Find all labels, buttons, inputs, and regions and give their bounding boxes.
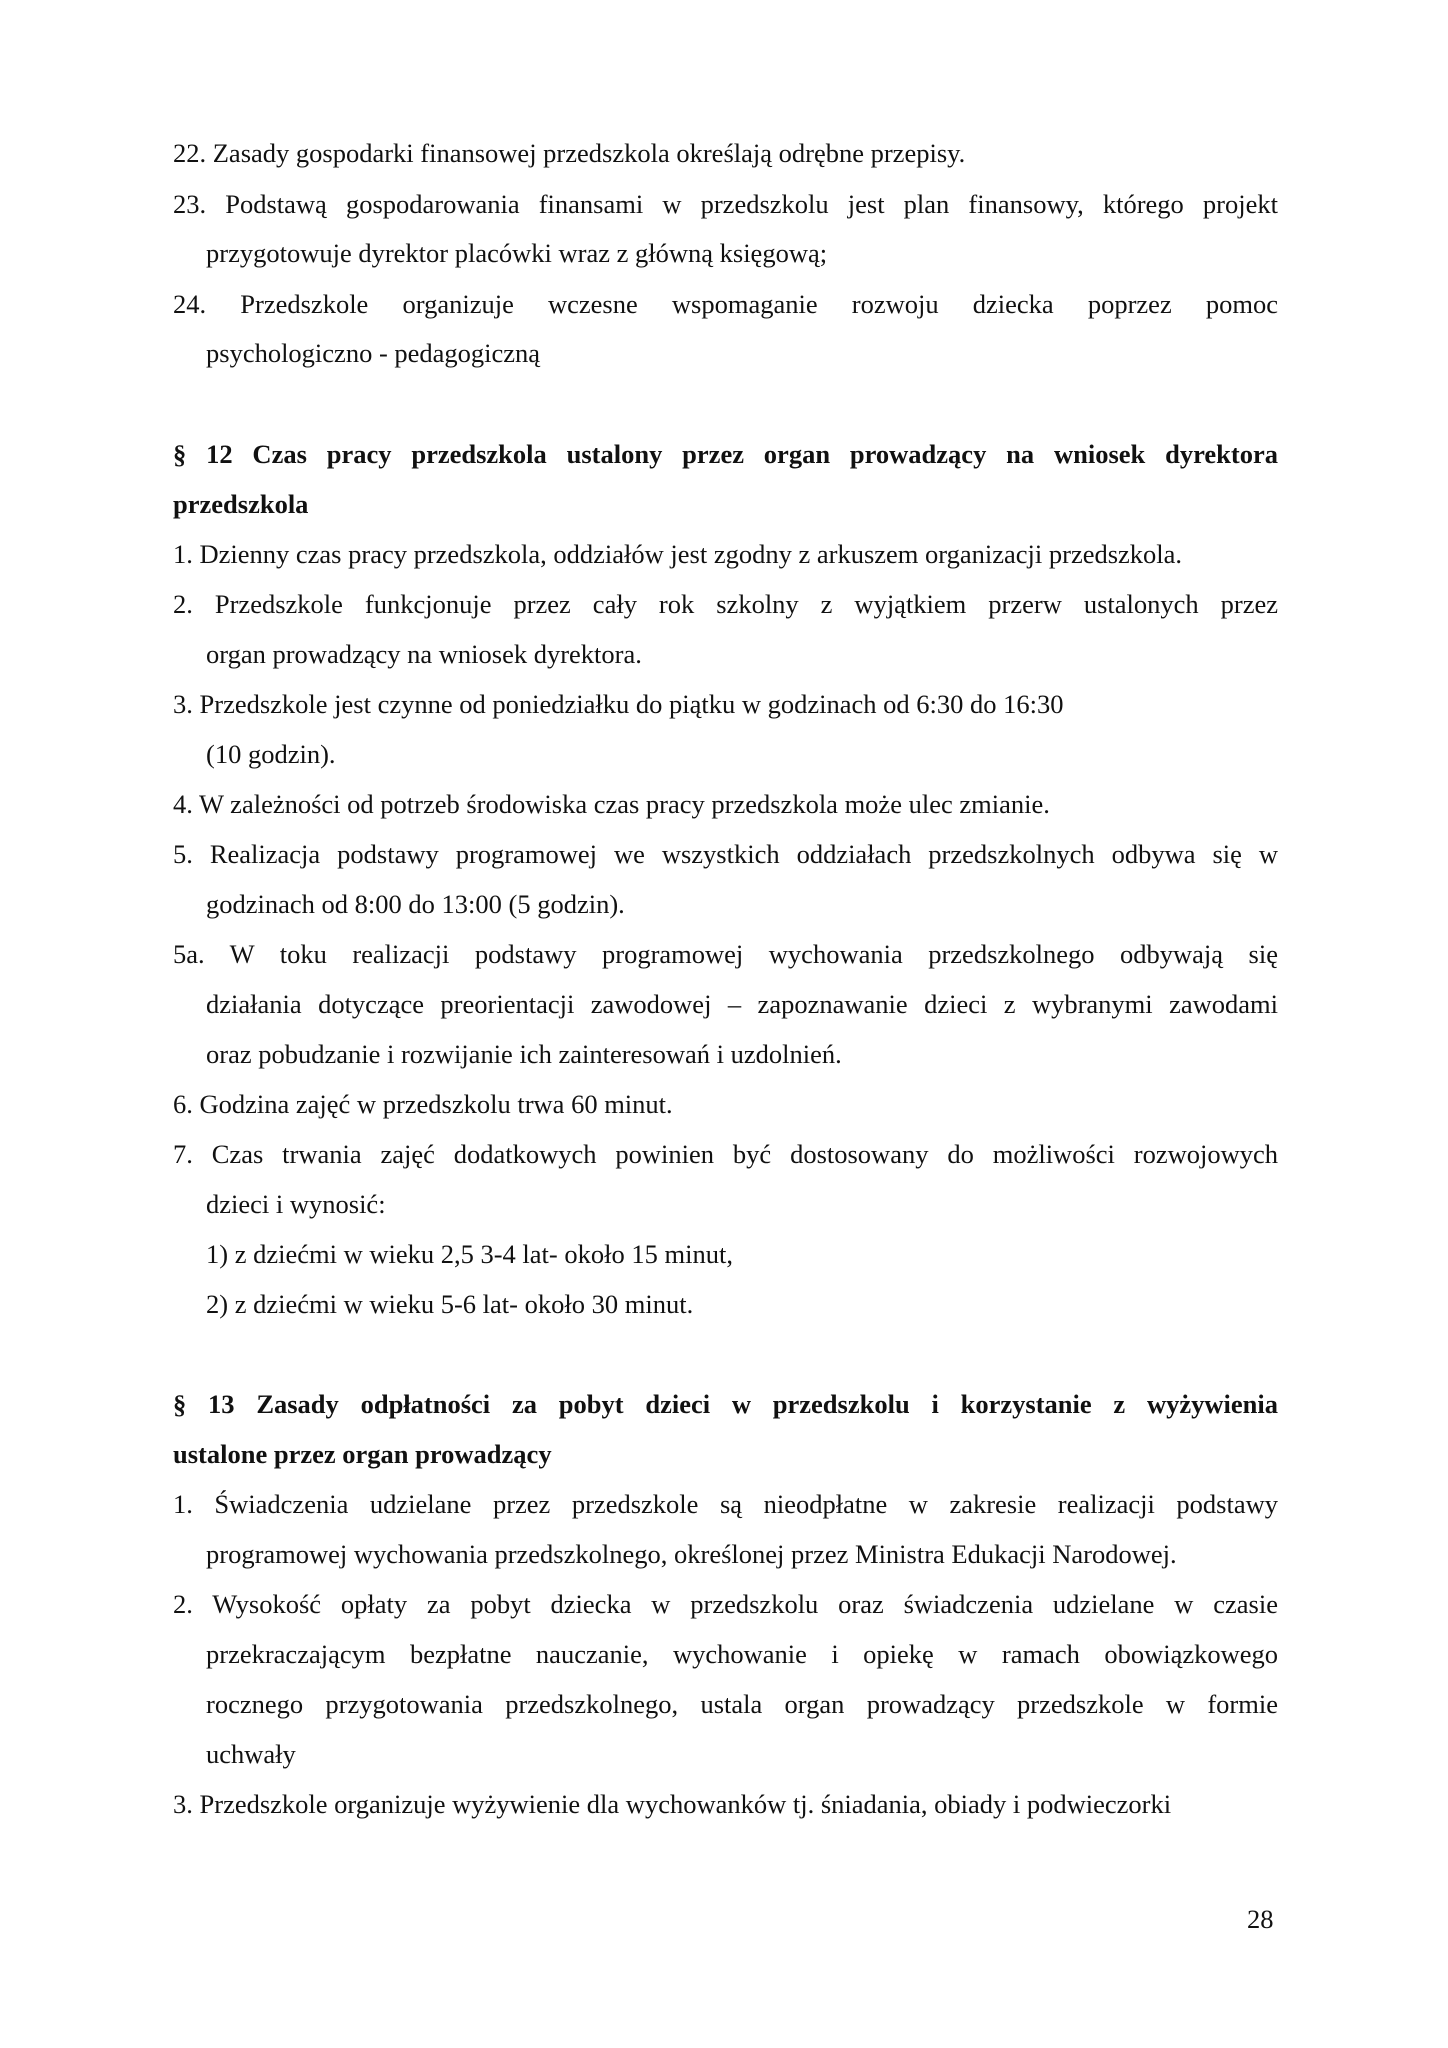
section-12-item-4: 4. W zależności od potrzeb środowiska czas pracy przedszkola może ulec zmianie. — [173, 789, 1050, 819]
section-13-item-3: 3. Przedszkole organizuje wyżywienie dla wychowanków tj. śniadania, obiady i podwieczorki — [173, 1789, 1172, 1819]
page-number: 28 — [1247, 1904, 1274, 1934]
section-13-heading-line-1: § 13 Zasady odpłatności za pobyt dzieci w przedszkolu i korzystanie z wyżywienia — [173, 1389, 1278, 1419]
section-12-item-3-line-1: 3. Przedszkole jest czynne od poniedziałku do piątku w godzinach od 6:30 do 16:30 — [173, 689, 1064, 719]
section-12-item-2-line-2: organ prowadzący na wniosek dyrektora. — [206, 639, 642, 669]
section-12-item-5a-line-1: 5a. W toku realizacji podstawy programowej wychowania przedszkolnego odbywają się — [173, 939, 1278, 969]
paragraph-23-line-2: przygotowuje dyrektor placówki wraz z główną księgową; — [206, 238, 828, 268]
section-12-item-5a-line-2: działania dotyczące preorientacji zawodowej – zapoznawanie dzieci z wybranymi zawodami — [206, 989, 1278, 1019]
section-13-heading-line-2: ustalone przez organ prowadzący — [173, 1439, 552, 1469]
section-12-item-5a-line-3: oraz pobudzanie i rozwijanie ich zainteresowań i uzdolnień. — [206, 1039, 842, 1069]
section-12-heading-line-2: przedszkola — [173, 489, 309, 519]
paragraph-24-line-1: 24. Przedszkole organizuje wczesne wspomaganie rozwoju dziecka poprzez pomoc — [173, 289, 1278, 319]
section-12-item-5-line-2: godzinach od 8:00 do 13:00 (5 godzin). — [206, 889, 625, 919]
section-12-item-7-line-1: 7. Czas trwania zajęć dodatkowych powinien być dostosowany do możliwości rozwojowych — [173, 1139, 1278, 1169]
section-12-heading-line-1: § 12 Czas pracy przedszkola ustalony przez organ prowadzący na wniosek dyrektora — [173, 439, 1278, 469]
section-13-item-2-line-1: 2. Wysokość opłaty za pobyt dziecka w przedszkolu oraz świadczenia udzielane w czasie — [173, 1589, 1278, 1619]
paragraph-22: 22. Zasady gospodarki finansowej przedszkola określają odrębne przepisy. — [173, 138, 966, 168]
section-12-item-5-line-1: 5. Realizacja podstawy programowej we wszystkich oddziałach przedszkolnych odbywa się w — [173, 839, 1278, 869]
section-12-item-7-line-2: dzieci i wynosić: — [206, 1189, 386, 1219]
section-12-item-2-line-1: 2. Przedszkole funkcjonuje przez cały rok szkolny z wyjątkiem przerw ustalonych przez — [173, 589, 1278, 619]
section-12-item-6: 6. Godzina zajęć w przedszkolu trwa 60 minut. — [173, 1089, 673, 1119]
section-13-item-2-line-2: przekraczającym bezpłatne nauczanie, wychowanie i opiekę w ramach obowiązkowego — [206, 1639, 1278, 1669]
section-13-item-1-line-2: programowej wychowania przedszkolnego, określonej przez Ministra Edukacji Narodowej. — [206, 1539, 1177, 1569]
section-12-item-3-line-2: (10 godzin). — [206, 739, 336, 769]
section-12-item-1: 1. Dzienny czas pracy przedszkola, oddziałów jest zgodny z arkuszem organizacji przedszkola. — [173, 539, 1183, 569]
section-13-item-1-line-1: 1. Świadczenia udzielane przez przedszkole są nieodpłatne w zakresie realizacji podstawy — [173, 1489, 1278, 1519]
section-12-item-7-sub-2: 2) z dziećmi w wieku 5-6 lat- około 30 minut. — [206, 1289, 694, 1319]
paragraph-24-line-2: psychologiczno - pedagogiczną — [206, 338, 541, 368]
section-13-item-2-line-3: rocznego przygotowania przedszkolnego, ustala organ prowadzący przedszkole w formie — [206, 1689, 1278, 1719]
section-12-item-7-sub-1: 1) z dziećmi w wieku 2,5 3-4 lat- około 15 minut, — [206, 1239, 733, 1269]
paragraph-23-line-1: 23. Podstawą gospodarowania finansami w przedszkolu jest plan finansowy, którego projekt — [173, 189, 1278, 219]
section-13-item-2-line-4: uchwały — [206, 1739, 296, 1769]
